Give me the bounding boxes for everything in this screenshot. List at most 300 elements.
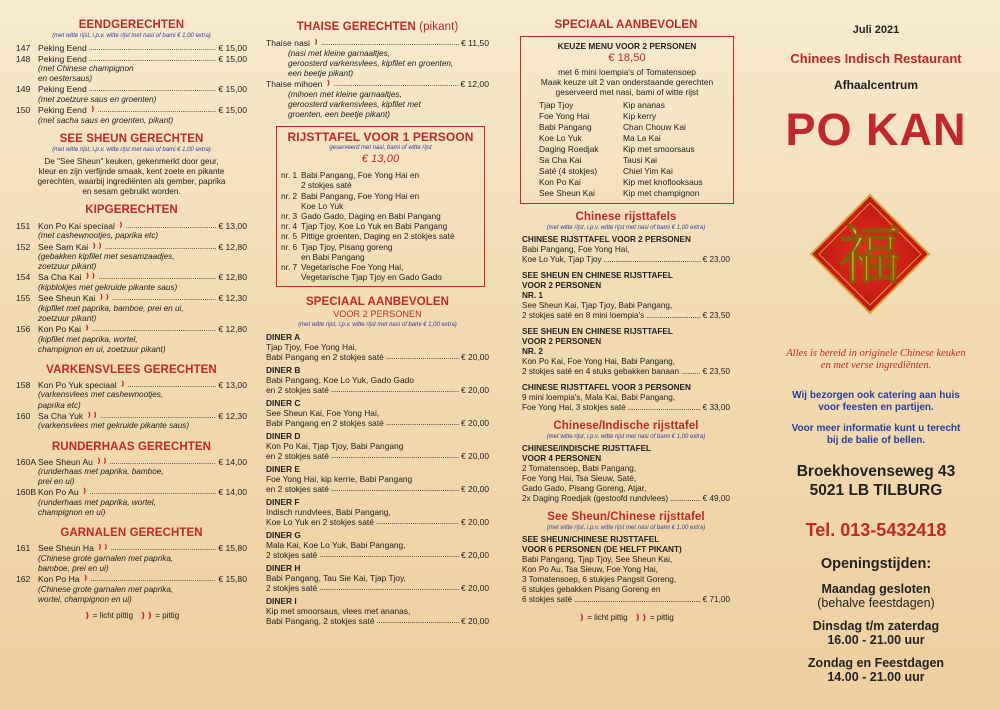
spec2-sub: VOOR 2 PERSONEN [333,309,422,320]
keuze-desc-line: met 6 mini loempia's of Tomatensoep [558,67,696,77]
restaurant-name: PO KAN [785,104,967,155]
diner-price-line [266,352,489,362]
option-text: Tjap Tjoy, Pisang goreng [301,241,393,252]
date: Juli 2021 [852,24,900,36]
dot-leader [331,385,459,395]
item-description: (met cashewnootjes, paprika etc) [38,231,159,241]
item-description: (kipblokjes met gekruide pikante saus) [38,282,178,292]
hours-line: 16.00 - 21.00 uur [827,633,925,647]
item-description: (varkensvlees met cashewnootjes, [38,390,164,400]
item-price: € 15,80 [218,574,247,585]
rijsttafel-price: € 71,00 [702,595,730,604]
keuze-option: See Sheun Kai [539,188,595,198]
item-name: Peking Eend [38,43,87,53]
keuze-row [523,177,731,188]
item-price: € 15,80 [218,543,247,554]
pepper-icon: ❫ [83,611,91,621]
kip-title: KIPGERECHTEN [85,203,178,216]
keuze-option: Kip met smoorsaus [623,144,695,154]
dot-leader [681,367,701,377]
legend-text: = licht pittig [587,613,628,622]
rijsttafel-line: 2x Daging Roedjak (gestoofd rundvlees) [522,494,669,503]
rijsttafel-line: 6 stukjes gebakken Pisang Goreng en [522,585,661,594]
dot-leader [89,43,217,54]
diner-block [266,464,489,494]
diner-name: DINER G [266,530,301,541]
item-description: (runderhaas met paprika, bamboe, [38,467,164,477]
rijsttafel-price: € 23,50 [702,311,730,320]
rijsttafel-1-box [276,126,485,287]
diner-text: Kon Po Kai, Tjap Tjoy, Babi Pangang [266,441,404,452]
afhaalcentrum: Afhaalcentrum [833,78,919,92]
diner-block [266,596,489,626]
fu-diamond-icon [809,193,931,315]
item-price: € 12,30 [218,410,247,421]
menu-item-row [16,221,247,232]
diner-price-line [266,385,489,395]
item-name: See Sheun Au [38,456,93,467]
dot-leader [386,418,459,428]
rijsttafel-option [281,221,480,231]
rijsttafel-price: € 23,00 [702,255,730,264]
pepper-icon: ❫ [82,575,89,583]
catering-line: Wij bezorgen ook catering aan huis [792,390,960,401]
keuze-option: Saté (4 stokjes) [539,166,598,176]
rijsttafel-heading: NR. 2 [522,347,543,356]
eend-title: EENDGERECHTEN [78,19,185,31]
diner-price: € 20,00 [461,616,489,627]
menu-item-row [16,105,247,116]
eend-list [16,43,247,126]
sheun-note: (met witte rijst, i.p.v. witte rijst met nasi of bami € 1,00 extra) [52,146,211,153]
tagline-line: Alles is bereid in originele Chinese keuken [786,348,966,359]
item-name: See Sheun Kai [38,293,96,304]
rijsttafel-price: € 33,00 [702,403,730,412]
rijsttafel-heading: CHINESE RIJSTTAFEL VOOR 3 PERSONEN [522,383,691,392]
sheun-title: SEE SHEUN GERECHTEN [59,132,204,145]
rijsttafel-1-price: € 13,00 [361,153,400,166]
address-street: Broekhovenseweg 43 [796,463,956,480]
pepper-legend [16,611,247,620]
item-number: 151 [16,220,31,231]
keuze-row [523,100,731,111]
pepper-icon: ❫❫ [98,294,111,302]
diner-block [266,332,489,362]
rijsttafel-price-line [522,403,730,413]
keuze-option: Foe Yong Hai [539,111,590,121]
item-number: 161 [16,543,31,554]
sheun-desc-line: De "See Sheun" keuken, gekenmerkt door geur, [44,156,219,166]
keuze-row [523,133,731,144]
item-name: Kon Po Kai speciaal [38,220,115,231]
rijsttafel-price-line [522,595,730,605]
chin-list [512,235,740,413]
keuze-option: Kip ananas [623,100,665,110]
rijsttafel-option [281,252,480,262]
rijsttafel-line: Koe Lo Yuk, Tjap Tjoy [522,255,602,264]
dot-leader [376,616,459,626]
keuze-desc-line: geserveerd met nasi, bami of witte rijst [555,87,699,97]
pepper-icon: ❫❫ [86,411,98,419]
item-description: (Chinese grote garnalen met paprika, [38,553,174,563]
spec2-note: (met witte rijst, i.p.v. witte rijst met nasi of bami € 1,00 extra) [298,322,457,329]
diner-price: € 20,00 [461,583,489,594]
sheun-block [512,535,740,605]
rijsttafel-line: Babi Pangang, Foe Yong Hai, [522,245,630,254]
diner-text: Koe Lo Yuk en 2 stokjes saté [266,517,374,528]
option-number: nr. 5 [281,231,298,242]
dot-leader [604,255,701,265]
menu-item-row [16,543,247,554]
rijsttafel-block [522,383,730,413]
rijsttafel-1-note: geserveerd met nasi, bami of witte rijst [329,145,432,152]
option-text: Tjap Tjoy, Koe Lo Yuk en Babi Pangang [301,221,448,232]
menu-item-row [266,38,489,49]
rijsttafel-heading: VOOR 2 PERSONEN [522,337,602,346]
eend-note: (met witte rijst, i.p.v. witte rijst met nasi of bami € 1,00 extra) [52,33,211,39]
menu-item-row [16,324,247,335]
item-description: (varkensvlees met gekruide pikante saus) [38,421,190,431]
option-number: nr. 6 [281,241,298,252]
diner-text: Indisch rundvlees, Babi Pangang, [266,507,391,518]
dot-leader [321,38,459,49]
item-description: wortel, champignon en ui) [38,594,132,604]
rijsttafel-option [281,170,480,180]
item-description: en oestersaus) [38,74,93,84]
item-price: € 11,50 [460,38,489,48]
item-number: 154 [16,272,31,283]
keuze-row [523,166,731,177]
rijsttafel-block [522,327,730,377]
diner-price-line [266,583,489,593]
rijsttafel-heading: SEE SHEUN EN CHINESE RIJSTTAFEL [522,327,673,336]
dot-leader [100,411,216,422]
diner-block [266,530,489,560]
keuze-row [523,111,731,122]
hours-line: 14.00 - 21.00 uur [827,670,925,684]
diner-text: Babi Pangang, Koe Lo Yuk, Gado Gado [266,375,414,386]
item-name: Sa Cha Kai [38,272,82,283]
rijsttafel-heading: NR. 1 [522,291,543,300]
option-text: Koe Lo Yuk [301,200,344,211]
diner-block [266,431,489,461]
item-name: See Sam Kai [38,241,89,252]
dot-leader [89,54,217,65]
keuze-price: € 18,50 [608,52,646,64]
diner-text: en 2 stokjes saté [266,451,329,462]
option-text: en Babi Pangang [301,251,365,262]
keuze-option: Tjap Tjoy [539,100,574,110]
sheun3-note: (met witte rijst, i.p.v. witte rijst met nasi of bami € 1,00 extra) [546,525,706,531]
address [752,462,1000,500]
indo-title: Chinese/Indische rijsttafel [553,420,699,432]
rijsttafel-option [281,191,480,201]
menu-item-row [16,574,247,585]
diner-name: DINER B [266,365,301,376]
hours-line: Zondag en Feestdagen [807,656,945,670]
menu-item-row [16,272,247,283]
indo-block [512,444,740,504]
keuze-description [523,67,731,97]
sheun-description [16,157,247,197]
rijsttafel-line: Babi Pangang, Tjap Tjoy, See Sheun Kai, [522,555,673,564]
rijsttafel-heading: SEE SHEUN EN CHINESE RIJSTTAFEL [522,271,673,280]
rijsttafel-line: 3 Tomatensoep, 6 stukjes Pangsit Goreng, [522,575,677,584]
item-price: € 15,00 [218,105,247,116]
item-name: Peking Eend [38,105,87,116]
keuze-option: Koe Lo Yuk [539,133,582,143]
diner-block [266,398,489,428]
option-text: 2 stokjes saté [301,180,352,191]
keuze-row [523,122,731,133]
sheun3-title: See Sheun/Chinese rijsttafel [547,511,705,523]
dot-leader [386,352,459,362]
rijsttafel-line: 2 Tomatensoep, Babi Pangang, [522,464,637,473]
item-number: 160B [16,487,37,498]
diner-price: € 20,00 [461,352,489,363]
item-description: (kipfilet met paprika, bamboe, prei en ui, [38,303,184,313]
keuze-option: Daging Roedjak [539,144,599,154]
legend-text: = licht pittig [92,611,134,621]
diner-text: Tjap Tjoy, Foe Yong Hai, [266,342,357,353]
option-number [281,272,301,282]
varken-list [16,380,247,432]
menu-item-row [16,54,247,65]
item-description: (Chinese grote garnalen met paprika, [38,584,174,594]
rijsttafel-option [281,242,480,252]
diner-price-line [266,418,489,428]
sheun-desc-line: gerechten, waarbij ingrediënten als gember, paprika [37,176,226,186]
dot-leader [98,105,217,116]
item-number: 160A [16,456,37,467]
cover-column [752,0,1000,710]
option-text: Vegetarische Tjap Tjoy en Gado Gado [301,272,442,283]
diner-price: € 20,00 [461,484,489,495]
option-number: nr. 4 [281,221,298,232]
item-description: (nasi met kleine garnaaltjes, [288,48,390,58]
rijsttafel-1-list [281,170,480,282]
rijsttafel-heading: SEE SHEUN/CHINESE RIJSTTAFEL [522,535,660,544]
opening-hours-title: Openingstijden: [820,556,932,572]
diner-text: Babi Pangang, 2 stokjes saté [266,616,375,627]
diner-block [266,497,489,527]
item-name: Sa Cha Yuk [38,410,84,421]
item-description: champignon en ui) [38,508,106,518]
item-price: € 14,00 [218,456,247,467]
rijsttafel-option [281,211,480,221]
keuze-row [523,188,731,199]
item-description: bamboe, prei en ui) [38,564,109,574]
item-name: See Sheun Ha [38,543,94,554]
catering-note [752,390,1000,414]
diner-price: € 20,00 [461,550,489,561]
pepper-icon: ❫❫ [634,613,648,622]
thai-list [266,38,489,120]
menu-item-row [16,242,247,253]
dot-leader [331,484,459,494]
keuze-row [523,155,731,166]
tagline-line: en met verse ingrediënten. [820,360,932,371]
diner-block [266,365,489,395]
item-description: zoetzuur pikant) [38,262,97,272]
spec3-title: SPECIAAL AANBEVOLEN [554,19,698,31]
item-name: Kon Po Ha [38,574,80,585]
pepper-icon: ❫❫ [96,544,109,552]
item-name: Peking Eend [38,53,87,64]
item-name: Kon Po Yuk speciaal [38,379,117,390]
rijsttafel-heading: VOOR 4 PERSONEN [522,454,602,463]
rijsttafel-1-title: RIJSTTAFEL VOOR 1 PERSOON [287,130,474,145]
keuze-option: Sa Cha Kai [539,155,582,165]
item-price: € 12,00 [460,79,489,90]
item-name: Peking Eend [38,84,87,95]
menu-item-row [16,411,247,422]
rijsttafel-line: Kon Po Kai, Foe Yong Hai, Babi Pangang, [522,357,675,366]
option-number: nr. 7 [281,262,298,273]
diner-name: DINER E [266,464,300,475]
tagline [752,348,1000,372]
spec2-title: SPECIAAL AANBEVOLEN [305,296,450,309]
rijsttafel-heading: VOOR 2 PERSONEN [522,281,602,290]
item-name: Thaise mihoen [266,79,323,90]
info-line: Voor meer informatie kunt u terecht [791,423,961,434]
garnaal-title: GARNALEN GERECHTEN [60,527,203,540]
option-number: nr. 1 [281,170,298,181]
pepper-icon: ❫❫ [84,273,97,281]
varken-title: VARKENSVLEES GERECHTEN [46,363,217,376]
keuze-option: Chiel Yim Kai [623,166,673,176]
pepper-icon: ❫❫ [139,611,154,621]
item-description: prei en ui) [38,477,75,487]
dot-leader [319,550,459,560]
dot-leader [333,79,458,90]
item-description: (runderhaas met paprika, wortel, [38,497,156,507]
fu-symbol-logo [809,193,931,315]
column-3 [506,0,744,710]
rijsttafel-line: Kon Po Au, Tsa Sieuw, Foe Yong Hai, [522,565,658,574]
dot-leader [670,494,701,504]
rijsttafel-option [281,272,480,282]
item-number: 152 [16,241,31,252]
rijsttafel-option [281,180,480,190]
option-text: Vegetarische Foe Yong Hai, [301,262,404,273]
item-price: € 15,00 [218,84,247,95]
item-description: (met zoetzure saus en groenten) [38,94,157,104]
item-name: Kon Po Kai [38,324,81,335]
keuze-title: KEUZE MENU VOOR 2 PERSONEN [557,41,697,51]
item-name: Thaise nasi [266,38,310,48]
dot-leader [105,242,216,253]
dot-leader [628,403,701,413]
item-price: € 12,80 [218,272,247,283]
item-name: Kon Po Au [38,487,79,498]
diner-list [266,332,489,626]
pepper-icon: ❫ [81,488,88,496]
dot-leader [574,595,701,605]
rijsttafel-line: See Sheun Kai, Tjap Tjoy, Babi Pangang, [522,301,673,310]
item-description: (gebakken kipfilet met sesamzaadjes, [38,252,175,262]
rijsttafel-price: € 49,00 [702,494,730,503]
rijsttafel-price: € 23,50 [702,367,730,376]
keuze-option: Babi Pangang [539,122,592,132]
keuze-row [523,144,731,155]
diner-price-line [266,451,489,461]
pepper-icon: ❫ [578,613,586,622]
item-description: een beetje pikant) [288,68,354,78]
option-text: Gado Gado, Daging en Babi Pangang [301,211,441,222]
option-number: nr. 3 [281,211,298,222]
rijsttafel-line: Foe Yong Hai, 3 stokjes saté [522,403,626,412]
diner-name: DINER A [266,332,301,343]
menu-item-row [16,43,247,54]
rijsttafel-price-line [522,494,730,504]
dot-leader [89,84,217,95]
item-number: 156 [16,324,31,335]
column-1 [0,0,253,710]
keuze-option: Chan Chouw Kai [623,122,686,132]
keuze-option: Kip kerry [623,111,657,121]
rijsttafel-option [281,201,480,211]
diner-text: Babi Pangang, Tau Sie Kai, Tjap Tjoy, [266,573,406,584]
option-number [281,180,301,190]
rijsttafel-block [522,444,730,504]
diner-text: en 2 stokjes saté [266,385,329,396]
diner-price: € 20,00 [461,418,489,429]
rijsttafel-line: Gado Gado, Pisang Goreng, Atjar, [522,484,647,493]
diner-price-line [266,616,489,626]
item-description: (met Chinese champignon [38,64,134,73]
rijsttafel-line: 2 stokjes saté en 8 mini loempia's [522,311,645,320]
dot-leader [126,221,217,232]
item-price: € 12,80 [218,324,247,335]
option-number [281,201,301,211]
keuze-option: Ma La Kai [623,133,661,143]
item-description: champignon en ui, zoetzuur pikant) [38,344,166,354]
diner-price: € 20,00 [461,385,489,396]
dot-leader [112,293,216,304]
pepper-icon: ❫ [117,221,124,229]
option-text: Babi Pangang, Foe Yong Hai en [301,190,420,201]
item-description: paprika etc) [38,400,81,410]
diner-block [266,563,489,593]
dot-leader [92,324,216,335]
diner-text: See Sheun Kai, Foe Yong Hai, [266,408,380,419]
rijsttafel-price-line [522,255,730,265]
rijsttafel-line: Foe Yong Hai, Tsa Sieuw, Saté, [522,474,637,483]
diner-price-line [266,517,489,527]
dot-leader [98,272,216,283]
diner-text: Foe Yong Hai, kip kerrie, Babi Pangang [266,474,413,485]
item-number: 160 [16,410,31,421]
hours-weekdays [752,619,1000,647]
chin-title: Chinese rijsttafels [575,211,677,223]
diner-text: Mala Kai, Koe Lo Yuk, Babi Pangang, [266,540,406,551]
kip-list [16,221,247,355]
telephone: Tel. 013-5432418 [805,520,947,540]
hours-sunday [752,656,1000,684]
pepper-icon: ❫ [325,80,332,88]
rijsttafel-line: 2 stokjes saté en 4 stuks gebakken banaan [522,367,680,376]
item-description: zoetzuur pikant) [38,313,97,323]
rund-title: RUNDERHAAS GERECHTEN [51,440,212,453]
option-text: Pittige groenten, Daging en 2 stokjes saté [301,231,455,242]
item-description: (met sacha saus en groenten, pikant) [38,115,174,125]
pepper-icon: ❫ [84,325,90,333]
pepper-icon: ❫ [312,39,319,46]
diner-name: DINER H [266,563,301,574]
item-description: groenten, een beetje pikant) [288,110,390,120]
menu-item-row [16,487,247,498]
